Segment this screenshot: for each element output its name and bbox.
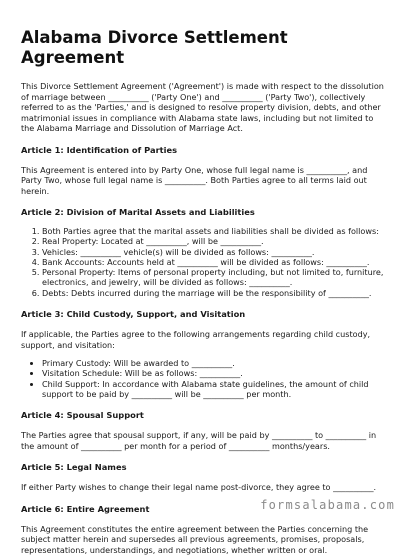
- article-heading: Article 2: Division of Marital Assets and Liabilities: [21, 207, 255, 217]
- article-text: If either Party wishes to change their legal name post-divorce, they agree to __________.: [21, 482, 377, 493]
- document-title: Alabama Divorce Settlement Agreement: [21, 28, 288, 67]
- article-text: If applicable, the Parties agree to the following arrangements regarding child custody, support, and visitation:: [21, 329, 371, 350]
- list-item: 2. Real Property: Located at __________, will be __________.: [42, 236, 386, 246]
- article-heading: Article 5: Legal Names: [21, 462, 127, 473]
- article-text: This Agreement constitutes the entire agreement between the Parties concerning the subject matter herein and supersedes all previous agreements, promises, proposals, representations, understandings, and negotiations, whether written or oral.: [21, 523, 369, 555]
- article-text: The Parties agree that spousal support, if any, will be paid by __________ to __________ in the amount of __________ per month for a period of __________ months/years.: [21, 430, 377, 451]
- numbered-list: [21, 226, 386, 298]
- article-5: [21, 462, 386, 493]
- article-heading: Article 6: Entire Agreement: [21, 503, 150, 514]
- list-item: 4. Bank Accounts: Accounts held at __________ will be divided as follows: __________.: [42, 257, 386, 267]
- list-item: • Primary Custody: Will be awarded to __________.: [42, 358, 386, 368]
- list-item: 1. Both Parties agree that the marital assets and liabilities shall be divided as follows:: [42, 226, 386, 236]
- list-item: 3. Vehicles: __________ vehicle(s) will be divided as follows: __________.: [42, 247, 386, 257]
- bullet-list: [21, 358, 386, 399]
- article-heading: Article 1: Identification of Parties: [21, 144, 178, 155]
- intro-paragraph: This Divorce Settlement Agreement ('Agreement') is made with respect to the dissolution of marriage between __________ ('Party One') and __________ ('Party Two'), collectively referred to as the 'Parties,' and is designed to resolve property division, debts, and other matrimonial issues in compliance with Alabama state laws, including but not limited to the Alabama Marriage and Dissolution of Marriage Act.: [21, 81, 384, 133]
- article-4: [21, 410, 386, 451]
- list-item: 5. Personal Property: Items of personal property including, but not limited to, furniture, electronics, and jewelry, will be divided as follows: __________.: [42, 267, 386, 288]
- site-watermark: formsalabama.com: [260, 498, 395, 512]
- document-page: [21, 0, 386, 555]
- article-3: [21, 309, 386, 399]
- list-item: • Visitation Schedule: Will be as follows: __________.: [42, 368, 386, 378]
- list-item: • Child Support: In accordance with Alabama state guidelines, the amount of child support to be paid by __________ will be __________ per month.: [42, 379, 386, 400]
- list-item: 6. Debts: Debts incurred during the marriage will be the responsibility of __________.: [42, 288, 386, 298]
- article-heading: Article 4: Spousal Support: [21, 410, 144, 421]
- article-heading: Article 3: Child Custody, Support, and Visitation: [21, 309, 246, 320]
- article-1: [21, 145, 386, 197]
- article-2: [21, 207, 386, 298]
- article-text: This Agreement is entered into by Party One, whose full legal name is __________, and Party Two, whose full legal name is __________. Both Parties agree to all terms laid out herein.: [21, 164, 368, 196]
